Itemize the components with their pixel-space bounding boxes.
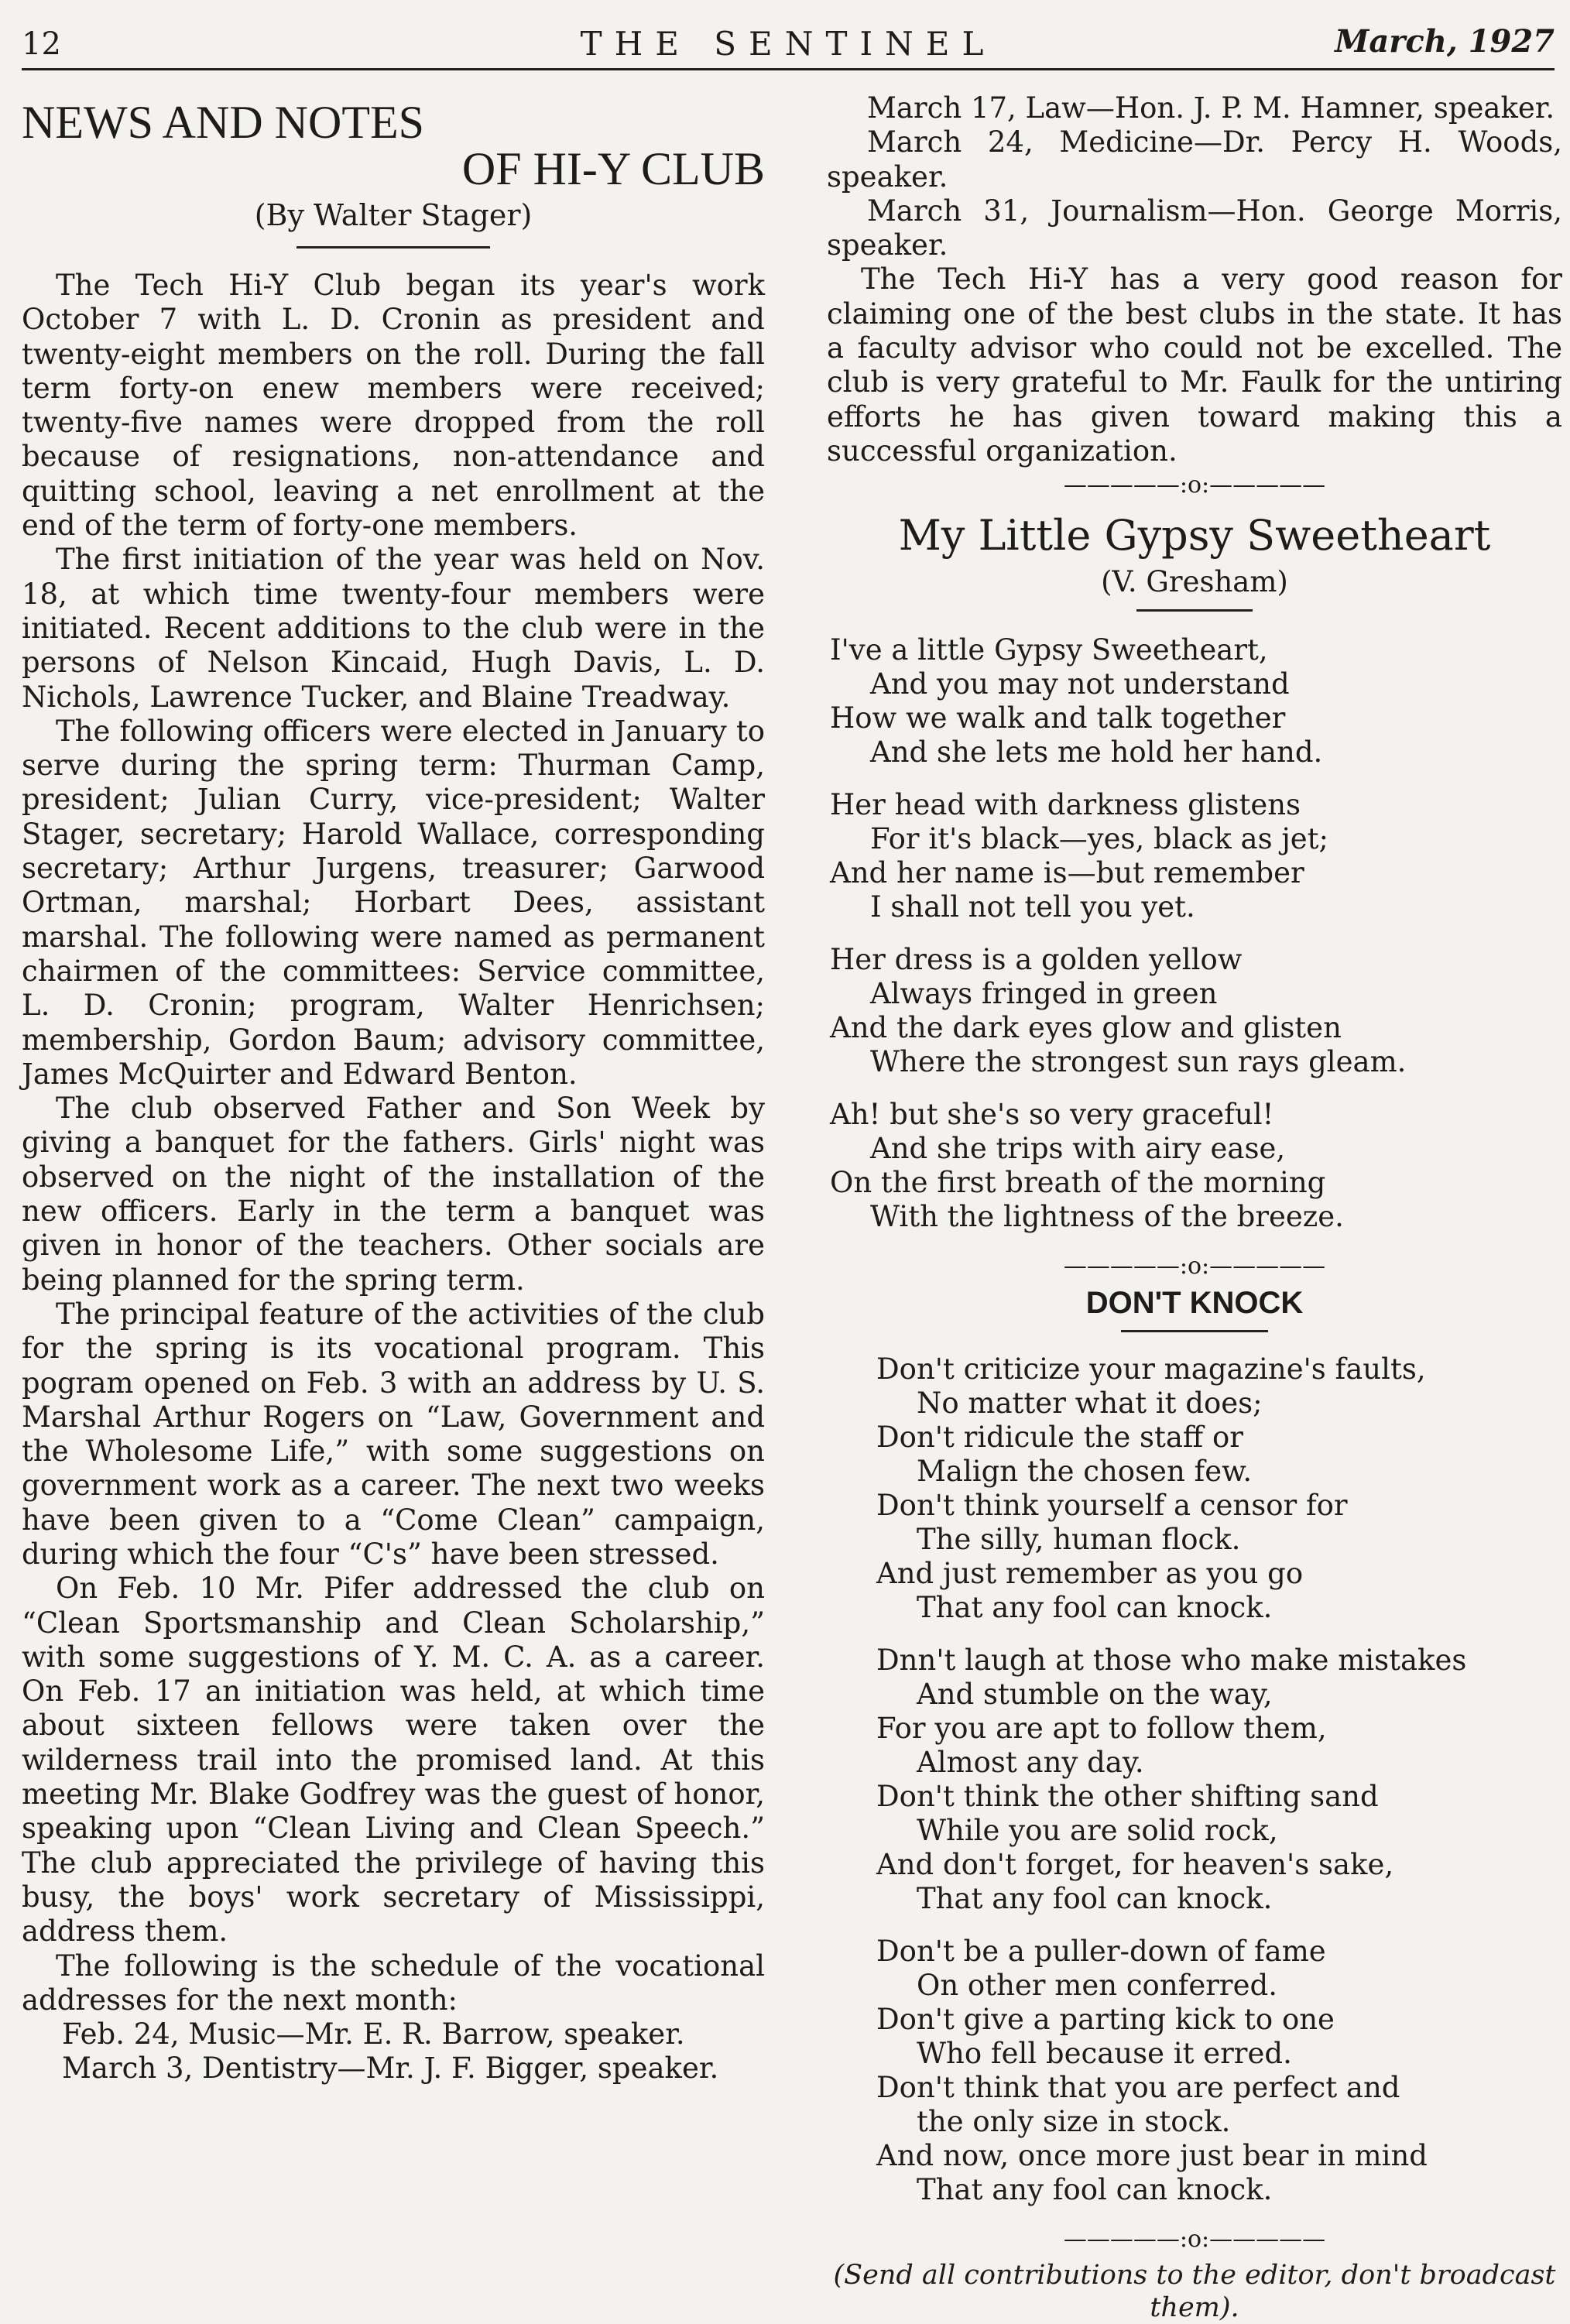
poem-stanza [830, 1098, 1562, 1234]
article-paragraph: The principal feature of the activities of the club for the spring is its vocational program. This pogram opened on Feb. 3 with an address by U. S. Marshal Arthur Rogers on “Law, Government and the Wholesome Life,” with some suggestions on government work as a career. The next two weeks have been given to a “Come Clean” campaign, during which the four “C's” have been stressed. [22, 1297, 765, 1571]
poem-line: On the first breath of the morning [830, 1166, 1326, 1200]
article-paragraph: The following is the schedule of the vocational addresses for the next month: [22, 1949, 765, 2017]
poem-line: And the dark eyes glow and glisten [830, 1011, 1342, 1045]
poem-line: Her head with darkness glistens [830, 788, 1301, 822]
article-byline: (By Walter Stager) [254, 198, 533, 232]
article-paragraph: On Feb. 10 Mr. Pifer addressed the club on “Clean Sportsmanship and Clean Scholarship,” with some suggestions of Y. M. C. A. as a career. On Feb. 17 an initiation was held, at which time about sixteen fellows were taken over the wilderness trail into the promised land. At this meeting Mr. Blake Godfrey was the guest of honor, speaking upon “Clean Living and Clean Speech.” The club appreciated the privilege of having this busy, the boys' work secretary of Mississippi, address them. [22, 1572, 765, 1949]
section-separator: —————:o:————— [1063, 1253, 1326, 1280]
left-column [22, 85, 765, 2086]
poem-body [827, 1352, 1562, 2207]
poem-stanza [830, 788, 1562, 924]
poem-line: Don't be a puller-down of fame [876, 1935, 1326, 1969]
publication-title: THE SENTINEL [580, 25, 996, 63]
article-paragraph: The club observed Father and Son Week by giving a banquet for the fathers. Girls' night was observed on the night of the installation of the new officers. Early in the term a banquet was given in honor of the teachers. Other socials are being planned for the spring term. [22, 1092, 765, 1297]
poem-line: While you are solid rock, [917, 1814, 1278, 1848]
poem-line: Don't think the other shifting sand [876, 1780, 1379, 1814]
poem-line: And you may not understand [870, 667, 1290, 701]
poem-line: Always fringed in green [870, 977, 1218, 1011]
poem-line: For you are apt to follow them, [876, 1712, 1327, 1746]
poem-line: That any fool can knock. [917, 1591, 1273, 1625]
poem-line: the only size in stock. [917, 2105, 1231, 2139]
footnote: (Send all contributions to the editor, don't broadcast them). [833, 2260, 1556, 2324]
poem-line: Don't think that you are perfect and [876, 2071, 1400, 2105]
poem-line: The silly, human flock. [917, 1523, 1241, 1557]
headline-line-2: OF HI-Y CLUB [461, 143, 765, 194]
poem-stanza [830, 633, 1562, 770]
poem-line: Who fell because it erred. [917, 2037, 1292, 2071]
poem-line: No matter what it does; [917, 1387, 1263, 1421]
article-closing: The Tech Hi-Y has a very good reason for claiming one of the best clubs in the state. It has a faculty advisor who could not be excelled. The club is very grateful to Mr. Faulk for the untiring efforts he has given toward making this a successful organization. [827, 262, 1562, 468]
poem-title: DON'T KNOCK [1085, 1286, 1304, 1321]
poem-line: That any fool can knock. [917, 2173, 1273, 2207]
schedule-item: March 31, Journalism—Hon. George Morris, speaker. [827, 194, 1562, 262]
poem-line: And now, once more just bear in mind [876, 2139, 1428, 2173]
poem-line: Don't ridicule the staff or [876, 1421, 1243, 1455]
section-separator: —————:o:————— [1063, 2226, 1326, 2254]
article-paragraph: The first initiation of the year was held on Nov. 18, at which time twenty-four members were initiated. Recent additions to the club were in the persons of Nelson Kincaid, Hugh Davis, L. D. Nichols, Lawrence Tucker, and Blaine Treadway. [22, 543, 765, 714]
issue-date: March, 1927 [1335, 23, 1555, 60]
schedule-item: March 17, Law—Hon. J. P. M. Hamner, speaker. [867, 91, 1555, 125]
poem-line: And her name is—but remember [830, 856, 1304, 890]
section-separator: —————:o:————— [1063, 471, 1326, 499]
poem-line: On other men conferred. [917, 1969, 1277, 2003]
poem-line: How we walk and talk together [830, 701, 1286, 735]
poem-line: And just remember as you go [876, 1557, 1304, 1591]
poem-stanza [876, 1644, 1562, 1916]
schedule-item: March 3, Dentistry—Mr. J. F. Bigger, speaker. [62, 2051, 719, 2086]
poem-title: My Little Gypsy Sweetheart [898, 511, 1491, 560]
poem-line: Almost any day. [917, 1746, 1144, 1780]
schedule-item: March 24, Medicine—Dr. Percy H. Woods, speaker. [827, 125, 1562, 194]
poem-line: That any fool can knock. [917, 1882, 1273, 1916]
poem-line: For it's black—yes, black as jet; [870, 822, 1329, 856]
article-paragraph: The following officers were elected in January to serve during the spring term: Thurman Camp, president; Julian Curry, vice-president; Walter Stager, secretary; Harold Wallace, corresponding secretary; Arthur Jurgens, treasurer; Garwood Ortman, marshal; Horbart Dees, assistant marshal. The following were named as permanent chairmen of the committees: Service committee, L. D. Cronin; program, Walter Henrichsen; membership, Gordon Baum; advisory committee, James McQuirter and Edward Benton. [22, 714, 765, 1091]
divider [1136, 609, 1253, 612]
poem-line: And she trips with airy ease, [870, 1132, 1286, 1166]
poem-line: Dnn't laugh at those who make mistakes [876, 1644, 1467, 1678]
poem-line: Her dress is a golden yellow [830, 943, 1243, 977]
poem-stanza [876, 1352, 1562, 1625]
right-column [827, 91, 1562, 2324]
poem-line: Malign the chosen few. [917, 1455, 1253, 1489]
article-headline [22, 99, 765, 192]
article-paragraph: The Tech Hi-Y Club began its year's work October 7 with L. D. Cronin as president and twenty-eight members on the roll. During the fall term forty-on enew members were received; twenty-five names were dropped from the roll because of resignations, non-attendance and quitting school, leaving a net enrollment at the end of the term of forty-one members. [22, 269, 765, 543]
poem-body [827, 633, 1562, 1234]
poem-line: Where the strongest sun rays gleam. [870, 1045, 1407, 1079]
poem-stanza [876, 1935, 1562, 2207]
headline-line-1: NEWS AND NOTES [22, 97, 424, 148]
poem-line: And stumble on the way, [917, 1678, 1273, 1712]
page-header [22, 22, 1555, 70]
poem-line: I've a little Gypsy Sweetheart, [830, 633, 1268, 667]
poem-line: And she lets me hold her hand. [870, 735, 1323, 770]
schedule-item: Feb. 24, Music—Mr. E. R. Barrow, speaker. [62, 2017, 685, 2051]
poem-line: Don't think yourself a censor for [876, 1489, 1348, 1523]
poem-line: Don't criticize your magazine's faults, [876, 1352, 1426, 1387]
divider [297, 246, 490, 249]
divider [1121, 1330, 1268, 1332]
poem-line: And don't forget, for heaven's sake, [876, 1848, 1394, 1882]
poem-line: Ah! but she's so very graceful! [830, 1098, 1274, 1132]
poem-line: Don't give a parting kick to one [876, 2003, 1335, 2037]
poem-author: (V. Gresham) [1101, 565, 1288, 599]
poem-stanza [830, 943, 1562, 1079]
poem-line: With the lightness of the breeze. [870, 1200, 1344, 1234]
page-number: 12 [22, 26, 61, 62]
poem-line: I shall not tell you yet. [870, 890, 1195, 924]
